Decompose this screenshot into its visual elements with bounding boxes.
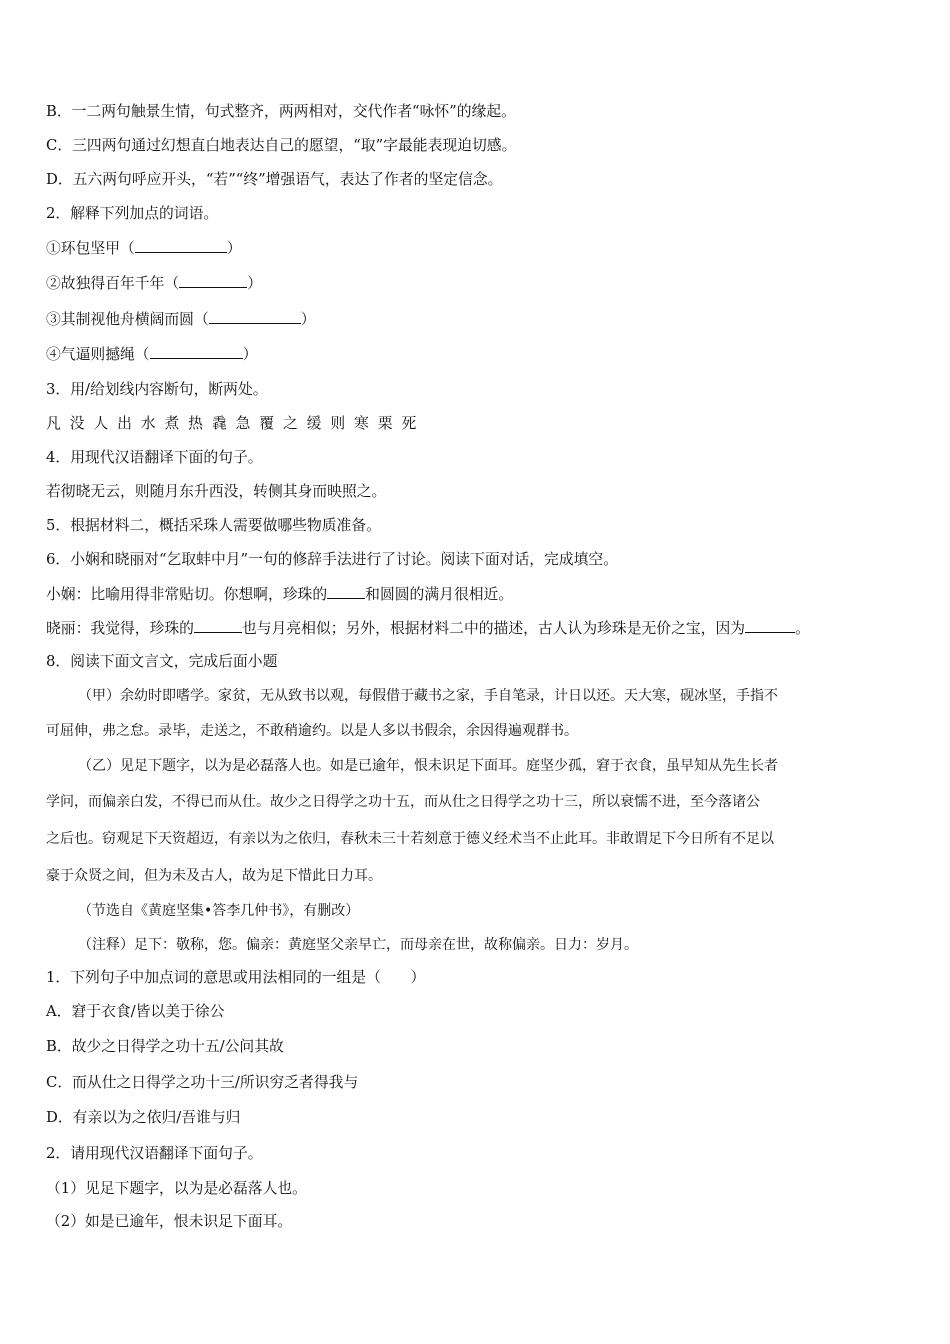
item-2-close: ） [247, 275, 262, 292]
passage-yi-line-3: 之后也。窃观足下天资超迈，有亲以为之依归，春秋未三十若刻意于德义经术当不止此耳。非敢谓足下今日所有不足以 [46, 831, 774, 847]
item-3-close: ） [300, 311, 316, 328]
sub-question-1-title: 1．下列句子中加点词的意思或用法相同的一组是（ ） [46, 969, 426, 986]
dialogue-text: 。 [795, 620, 810, 637]
question-5-title: 5．根据材料二，概括采珠人需要做哪些物质准备。 [46, 517, 381, 534]
sub-option-c: C．而从仕之日得学之功十三/所识穷乏者得我与 [46, 1074, 359, 1091]
dialogue-xiaoli [46, 618, 906, 639]
translate-item-1: （1）见足下题字，以为是必磊落人也。 [46, 1180, 307, 1197]
dialogue-xiaoxian [46, 584, 906, 605]
sub-option-b: B．故少之日得学之功十五/公问其故 [46, 1038, 284, 1055]
question-6-title: 6．小娴和晓丽对“乞取蚌中月”一句的修辞手法进行了讨论。阅读下面对话，完成填空。 [46, 551, 619, 568]
answer-blank[interactable] [179, 273, 247, 288]
dialogue-text: 晓丽：我觉得，珍珠的 [46, 620, 194, 637]
translation-sentence: 若彻晓无云，则随月东升西没，转侧其身而映照之。 [46, 483, 387, 500]
option-c-line: C．三四两句通过幻想直白地表达自己的愿望，“取”字最能表现迫切感。 [46, 137, 517, 154]
question-2-title: 2．解释下列加点的词语。 [46, 205, 219, 222]
dialogue-text: 也与月亮相似；另外，根据材料二中的描述，古人认为珍珠是无价之宝，因为 [241, 620, 746, 637]
item-4-text: ④气逼则撼绳（ [46, 346, 150, 363]
option-b-line: B．一二两句触景生情，句式整齐，两两相对，交代作者“咏怀”的缘起。 [46, 103, 516, 120]
passage-yi-line-4: 豪于众贤之间，但为未及古人，故为足下惜此日力耳。 [46, 868, 382, 884]
passage-jia-line-1: （甲）余幼时即嗜学。家贫，无从致书以观，每假借于藏书之家，手自笔录，计日以还。天大寒，砚冰坚，手指不 [78, 688, 778, 704]
question-2-item-1 [46, 238, 906, 259]
answer-blank[interactable] [745, 618, 795, 633]
item-2-text: ②故独得百年千年（ [46, 275, 180, 292]
passage-yi-line-2: 学问，而偏亲白发，不得已而从仕。故少之日得学之功十五，而从仕之日得学之功十三，所以衰懦不进，至今落诸公 [46, 794, 760, 810]
translate-item-2: （2）如是已逾年，恨未识足下面耳。 [46, 1213, 293, 1230]
answer-blank[interactable] [209, 309, 301, 324]
answer-blank[interactable] [327, 584, 365, 599]
punctuation-sentence: 凡没人出水煮热毳急覆之缓则寒栗死 [46, 415, 426, 432]
question-2-item-3 [46, 309, 906, 330]
sub-option-d: D．有亲以为之依归/吾谁与归 [46, 1109, 241, 1126]
annotation-note: （注释）足下：敬称，您。偏亲：黄庭坚父亲早亡，而母亲在世，故称偏亲。日力：岁月。 [78, 937, 638, 953]
question-4-title: 4．用现代汉语翻译下面的句子。 [46, 449, 263, 466]
answer-blank[interactable] [150, 344, 243, 359]
passage-jia-line-2: 可屈伸，弗之怠。录毕，走送之，不敢稍逾约。以是人多以书假余，余因得遍观群书。 [46, 723, 578, 739]
option-d-line: D．五六两句呼应开头，“若”“终”增强语气，表达了作者的坚定信念。 [46, 171, 503, 188]
answer-blank[interactable] [135, 238, 227, 253]
answer-blank[interactable] [194, 618, 242, 633]
sub-option-a: A．窘于衣食/皆以美于徐公 [46, 1003, 225, 1020]
question-2-item-4 [46, 344, 906, 365]
source-note: （节选自《黄庭坚集•答李几仲书》，有删改） [78, 903, 360, 919]
question-2-item-2 [46, 273, 906, 294]
sub-question-2-title: 2．请用现代汉语翻译下面句子。 [46, 1145, 263, 1162]
item-4-close: ） [242, 346, 258, 363]
item-1-text: ①环包坚甲（ [46, 240, 135, 257]
passage-yi-line-1: （乙）见足下题字，以为是必磊落人也。如是已逾年，恨未识足下面耳。庭坚少孤，窘于衣食，虽早知从先生长者 [78, 758, 778, 774]
item-1-close: ） [226, 240, 242, 257]
question-3-title: 3．用/给划线内容断句，断两处。 [46, 381, 268, 398]
question-8-title: 8．阅读下面文言文，完成后面小题 [46, 653, 278, 670]
dialogue-text: 小娴：比喻用得非常贴切。你想啊，珍珠的 [46, 586, 328, 603]
dialogue-text: 和圆圆的满月很相近。 [365, 586, 514, 603]
item-3-text: ③其制视他舟横阔而圆（ [46, 311, 209, 328]
